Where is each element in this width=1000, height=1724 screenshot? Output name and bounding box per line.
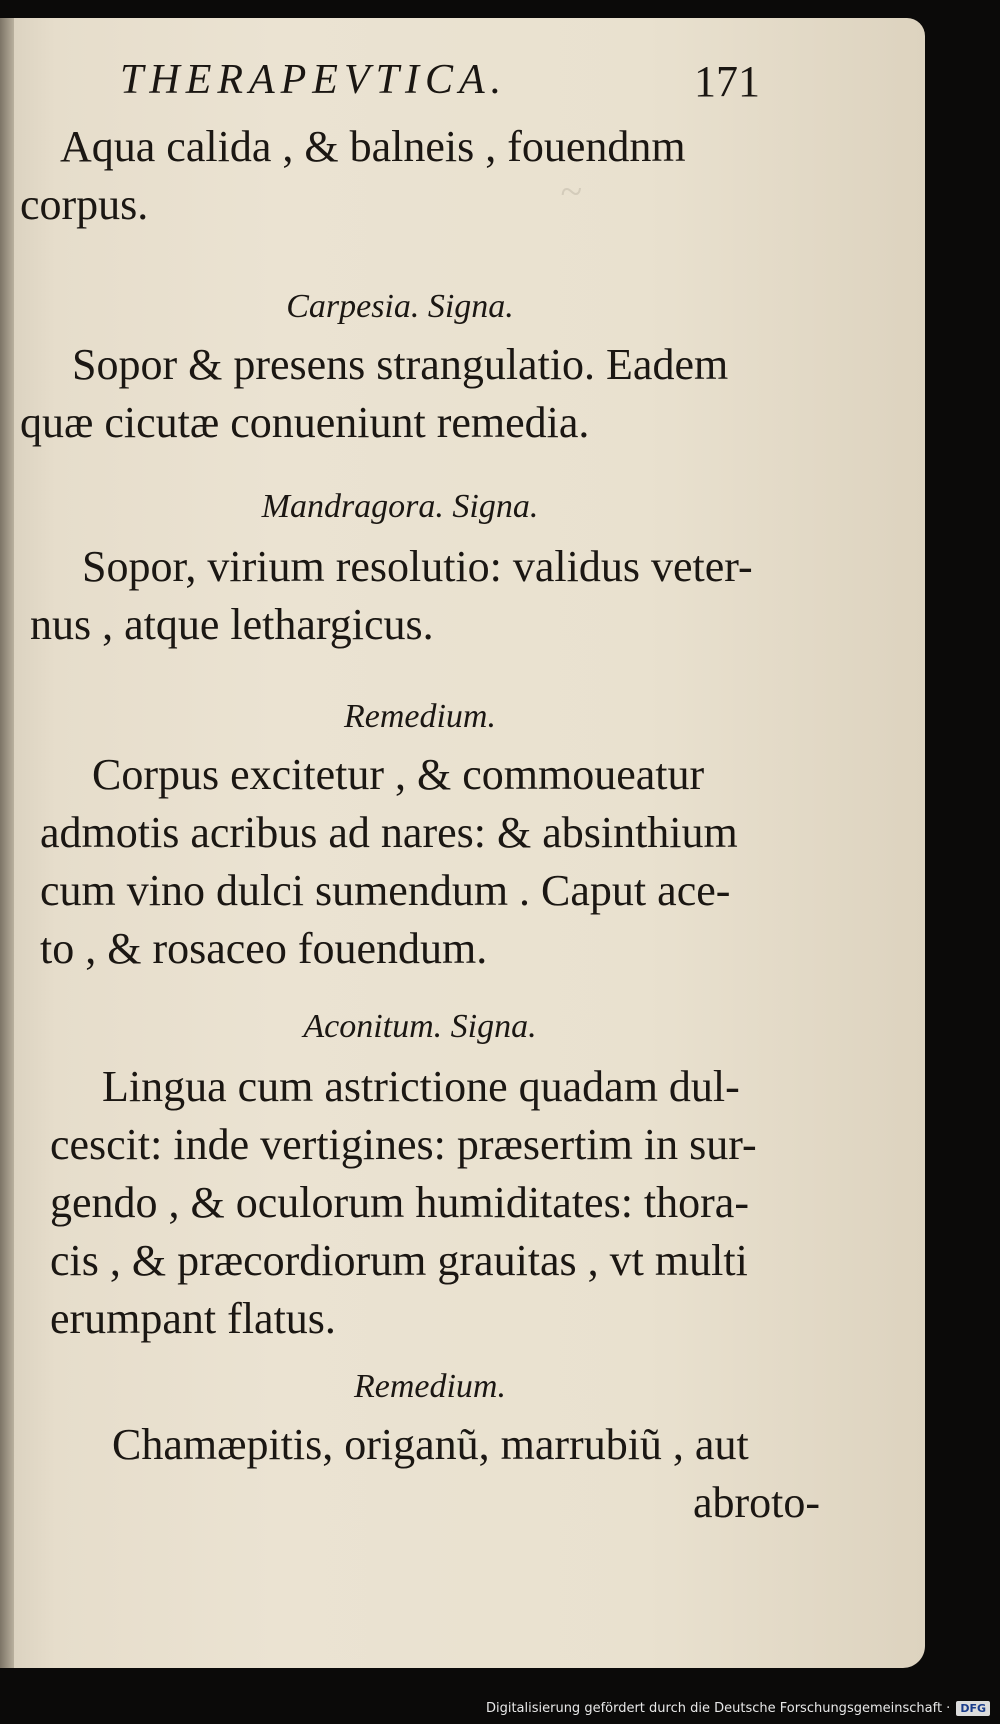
section-heading: Carpesia. Signa.	[286, 288, 514, 325]
paragraph	[20, 336, 780, 452]
running-head-title: THERAPEVTICA.	[120, 57, 508, 103]
text-line: Corpus excitetur , & commoueatur	[92, 750, 705, 799]
text-line: gendo , & oculorum humiditates: thora-	[50, 1178, 749, 1227]
paragraph	[40, 746, 800, 978]
credit-text: Digitalisierung gefördert durch die Deutsche Forschungsgemeinschaft ·	[485, 1701, 951, 1716]
text-line: corpus.	[20, 180, 149, 229]
text-line: Chamæpitis, origanũ, marrubiũ , aut	[112, 1420, 749, 1469]
page-number: 171	[694, 57, 760, 106]
text-line: admotis acribus ad nares: & absinthium	[40, 808, 738, 857]
catchword: abroto-	[692, 1478, 820, 1527]
section-heading: Remedium.	[343, 698, 496, 735]
running-head	[120, 56, 760, 116]
text-line: Lingua cum astrictione quadam dul-	[102, 1062, 740, 1111]
text-line: erumpant flatus.	[50, 1294, 336, 1343]
page-spine-shadow	[0, 18, 14, 1668]
paragraph	[50, 1058, 810, 1348]
digitization-credit	[486, 1701, 990, 1716]
section-heading: Mandragora. Signa.	[261, 488, 539, 525]
text-line: quæ cicutæ conueniunt remedia.	[20, 398, 590, 447]
paragraph	[60, 1416, 820, 1532]
section-heading: Remedium.	[353, 1368, 506, 1405]
text-line: Sopor & presens strangulatio. Eadem	[72, 340, 729, 389]
show-through-decoration: ~	[560, 169, 582, 214]
text-line: to , & rosaceo fouendum.	[40, 924, 488, 973]
paragraph	[20, 118, 780, 234]
book-page	[0, 18, 925, 1668]
text-line: cum vino dulci sumendum . Caput ace-	[40, 866, 731, 915]
text-line: cis , & præcordiorum grauitas , vt multi	[50, 1236, 748, 1285]
dfg-logo-icon: DFG	[956, 1701, 990, 1716]
text-line: nus , atque lethargicus.	[30, 600, 434, 649]
text-line: Aqua calida , & balneis , fouendnm	[60, 122, 686, 171]
text-line: cescit: inde vertigines: præsertim in sur-	[50, 1120, 757, 1169]
paragraph	[30, 538, 790, 654]
section-heading: Aconitum. Signa.	[303, 1008, 537, 1045]
text-line: Sopor, virium resolutio: validus veter-	[82, 542, 753, 591]
